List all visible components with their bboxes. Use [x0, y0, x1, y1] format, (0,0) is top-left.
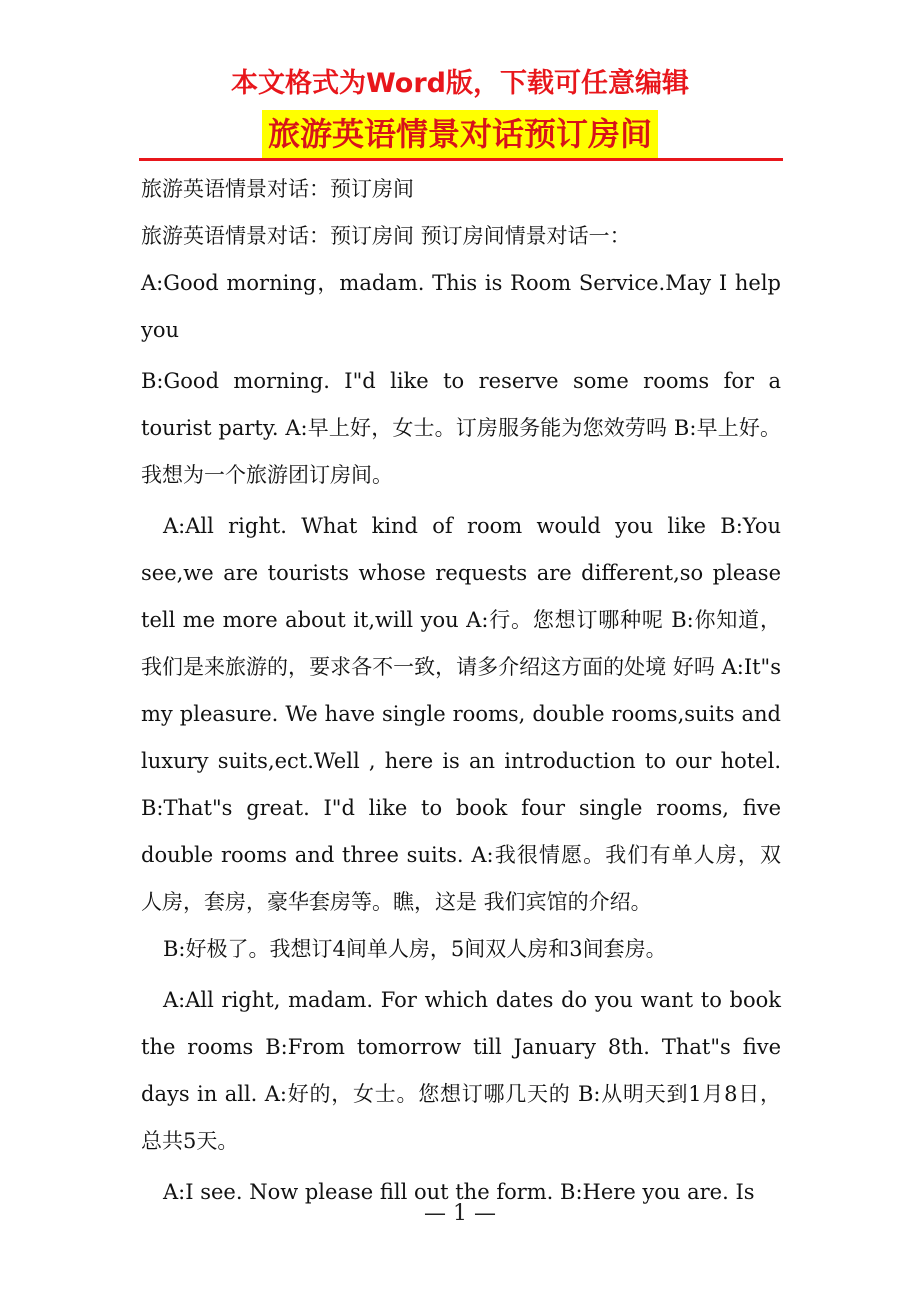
document-body [141, 166, 781, 1216]
paragraph: B:Good morning. I"d like to reserve some rooms for a tourist party. A:早上好，女士。订房服务能为您效劳吗 B:早上好。我想为一个旅游团订房间。 [141, 369, 781, 487]
paragraph: 旅游英语情景对话：预订房间 预订房间情景对话一： [141, 224, 631, 248]
title-divider [139, 158, 783, 161]
document-title: 旅游英语情景对话预订房间 [262, 110, 658, 158]
paragraph: A:I see. Now please fill out the form. B:Here you are. Is [163, 1180, 755, 1204]
paragraph: A:Good morning，madam. This is Room Service.May I help you [141, 271, 781, 342]
page-number: — 1 — [424, 1201, 496, 1226]
paragraph: A:All right. What kind of room would you like B:You see,we are tourists whose requests are different,so please tell me more about it,will you A:行。您想订哪种呢 B:你知道，我们是来旅游的，要求各不一致，请多介绍这方面的处境 好吗 A:It"s my pleasure. We have single rooms, double rooms,suits and luxury suits,ect.Well , here is an introduction to our hotel. B:That"s great. I"d like to book four single rooms, five double rooms and three suits. A:我很情愿。我们有单人房，双人房，套房，豪华套房等。瞧，这是 我们宾馆的介绍。 [141, 514, 781, 914]
paragraph: B:好极了。我想订4间单人房，5间双人房和3间套房。 [163, 937, 667, 961]
paragraph: 旅游英语情景对话：预订房间 [141, 177, 414, 201]
download-notice: 本文格式为Word版，下载可任意编辑 [230, 68, 689, 99]
paragraph: A:All right, madam. For which dates do you want to book the rooms B:From tomorrow till January 8th. That"s five days in all. A:好的，女士。您想订哪几天的 B:从明天到1月8日，总共5天。 [141, 988, 781, 1153]
title-container [0, 110, 920, 158]
